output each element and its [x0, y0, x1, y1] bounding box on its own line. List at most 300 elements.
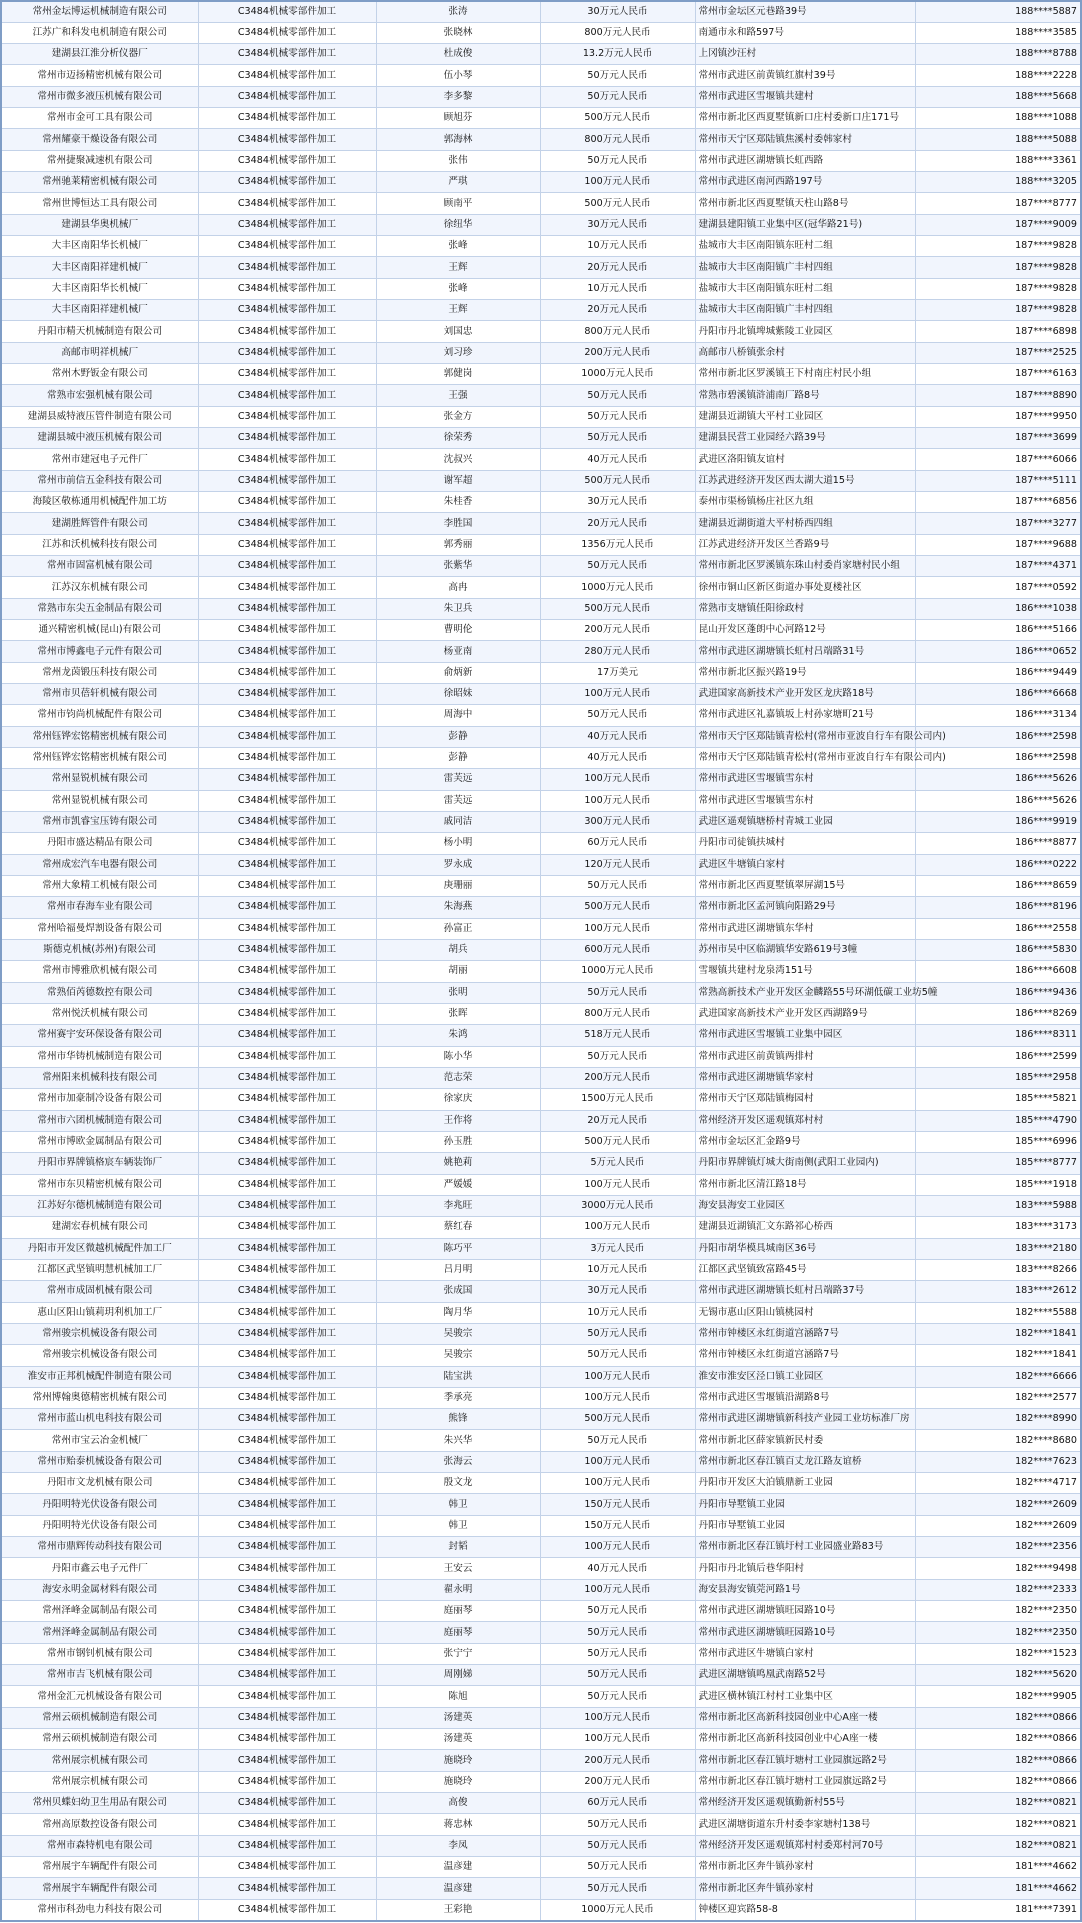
phone-cell: 182****2577 — [915, 1387, 1081, 1408]
contact-cell: 周刚娣 — [376, 1665, 540, 1686]
table-row — [1, 577, 1081, 598]
company-name-cell: 常州世博恒达工具有限公司 — [1, 193, 198, 214]
capital-cell: 30万元人民币 — [540, 214, 695, 235]
company-name-cell: 常州市六团机械制造有限公司 — [1, 1110, 198, 1131]
phone-cell: 187****9828 — [915, 257, 1081, 278]
phone-cell: 188****1088 — [915, 108, 1081, 129]
phone-cell: 187****5111 — [915, 470, 1081, 491]
contact-cell: 张伟 — [376, 150, 540, 171]
contact-cell: 王强 — [376, 385, 540, 406]
industry-cell: C3484机械零部件加工 — [198, 1707, 376, 1728]
address-cell: 常州市新北区春江镇圩村工业园盛业路83号 — [695, 1537, 915, 1558]
industry-cell: C3484机械零部件加工 — [198, 726, 376, 747]
address-cell: 常州经济开发区遥观镇郑村村 — [695, 1110, 915, 1131]
contact-cell: 伍小琴 — [376, 65, 540, 86]
industry-cell: C3484机械零部件加工 — [198, 1451, 376, 1472]
company-name-cell: 常州成宏汽车电器有限公司 — [1, 854, 198, 875]
address-cell: 丹阳市司徒镇扶城村 — [695, 833, 915, 854]
phone-cell: 186****8311 — [915, 1025, 1081, 1046]
capital-cell: 100万元人民币 — [540, 1387, 695, 1408]
company-name-cell: 常州木野钣金有限公司 — [1, 364, 198, 385]
contact-cell: 熊锋 — [376, 1409, 540, 1430]
contact-cell: 彭静 — [376, 726, 540, 747]
capital-cell: 200万元人民币 — [540, 1750, 695, 1771]
phone-cell: 186****5626 — [915, 769, 1081, 790]
table-row — [1, 1302, 1081, 1323]
phone-cell: 183****2612 — [915, 1281, 1081, 1302]
contact-cell: 沈叔兴 — [376, 449, 540, 470]
company-name-cell: 常州金坛博运机械制造有限公司 — [1, 1, 198, 22]
capital-cell: 50万元人民币 — [540, 385, 695, 406]
industry-cell: C3484机械零部件加工 — [198, 257, 376, 278]
contact-cell: 姚艳莉 — [376, 1153, 540, 1174]
table-row — [1, 172, 1081, 193]
industry-cell: C3484机械零部件加工 — [198, 1, 376, 22]
industry-cell: C3484机械零部件加工 — [198, 1003, 376, 1024]
phone-cell: 186****5166 — [915, 620, 1081, 641]
phone-cell: 182****2609 — [915, 1515, 1081, 1536]
table-row — [1, 747, 1081, 768]
company-name-cell: 常州耀豪干燥设备有限公司 — [1, 129, 198, 150]
table-row — [1, 684, 1081, 705]
industry-cell: C3484机械零部件加工 — [198, 1558, 376, 1579]
contact-cell: 施晓玲 — [376, 1750, 540, 1771]
phone-cell: 183****8266 — [915, 1259, 1081, 1280]
table-row — [1, 641, 1081, 662]
table-row — [1, 1878, 1081, 1899]
table-row — [1, 897, 1081, 918]
company-name-cell: 常州展宇车辆配件有限公司 — [1, 1857, 198, 1878]
phone-cell: 187****4371 — [915, 556, 1081, 577]
phone-cell: 188****2228 — [915, 65, 1081, 86]
phone-cell: 186****9919 — [915, 811, 1081, 832]
address-cell: 南通市永和路597号 — [695, 22, 915, 43]
industry-cell: C3484机械零部件加工 — [198, 1281, 376, 1302]
capital-cell: 17万美元 — [540, 662, 695, 683]
capital-cell: 500万元人民币 — [540, 897, 695, 918]
phone-cell: 186****2598 — [915, 747, 1081, 768]
company-name-cell: 建湖县威特液压管件制造有限公司 — [1, 406, 198, 427]
phone-cell: 182****9905 — [915, 1686, 1081, 1707]
company-name-cell: 常州市微多液压机械有限公司 — [1, 86, 198, 107]
phone-cell: 186****0652 — [915, 641, 1081, 662]
industry-cell: C3484机械零部件加工 — [198, 22, 376, 43]
capital-cell: 500万元人民币 — [540, 598, 695, 619]
phone-cell: 187****3699 — [915, 428, 1081, 449]
address-cell: 常州市武进区湖塘镇旺园路10号 — [695, 1601, 915, 1622]
phone-cell: 186****6668 — [915, 684, 1081, 705]
capital-cell: 100万元人民币 — [540, 1174, 695, 1195]
address-cell: 建湖县近湖街道大平村桥西四组 — [695, 513, 915, 534]
company-name-cell: 常州泽峰金属制品有限公司 — [1, 1622, 198, 1643]
capital-cell: 20万元人民币 — [540, 513, 695, 534]
company-name-cell: 大丰区南阳祥建机械厂 — [1, 300, 198, 321]
table-row — [1, 1537, 1081, 1558]
industry-cell: C3484机械零部件加工 — [198, 172, 376, 193]
address-cell: 常州市新北区春江镇百丈龙江路友谊桥 — [695, 1451, 915, 1472]
company-name-cell: 建湖宏春机械有限公司 — [1, 1217, 198, 1238]
industry-cell: C3484机械零部件加工 — [198, 854, 376, 875]
address-cell: 丹阳市导墅镇工业园 — [695, 1515, 915, 1536]
contact-cell: 刘习珍 — [376, 342, 540, 363]
address-cell: 常州市武进区湖塘镇长虹村吕端路31号 — [695, 641, 915, 662]
capital-cell: 500万元人民币 — [540, 108, 695, 129]
company-name-cell: 淮安市正邦机械配件制造有限公司 — [1, 1366, 198, 1387]
phone-cell: 186****6608 — [915, 961, 1081, 982]
table-row — [1, 939, 1081, 960]
capital-cell: 100万元人民币 — [540, 1537, 695, 1558]
company-name-cell: 常州市前信五金科技有限公司 — [1, 470, 198, 491]
company-name-cell: 常州市博欧金属制品有限公司 — [1, 1131, 198, 1152]
phone-cell: 187****9688 — [915, 534, 1081, 555]
contact-cell: 封韬 — [376, 1537, 540, 1558]
industry-cell: C3484机械零部件加工 — [198, 385, 376, 406]
capital-cell: 10万元人民币 — [540, 278, 695, 299]
table-row — [1, 364, 1081, 385]
contact-cell: 王彩艳 — [376, 1899, 540, 1920]
contact-cell: 张明 — [376, 982, 540, 1003]
table-row — [1, 769, 1081, 790]
contact-cell: 郭秀丽 — [376, 534, 540, 555]
capital-cell: 50万元人民币 — [540, 1323, 695, 1344]
phone-cell: 187****2525 — [915, 342, 1081, 363]
phone-cell: 182****0866 — [915, 1771, 1081, 1792]
table-row — [1, 1409, 1081, 1430]
phone-cell: 187****0592 — [915, 577, 1081, 598]
table-row — [1, 1558, 1081, 1579]
industry-cell: C3484机械零部件加工 — [198, 1067, 376, 1088]
capital-cell: 500万元人民币 — [540, 193, 695, 214]
capital-cell: 800万元人民币 — [540, 129, 695, 150]
industry-cell: C3484机械零部件加工 — [198, 236, 376, 257]
capital-cell: 1000万元人民币 — [540, 1899, 695, 1920]
contact-cell: 胡丽 — [376, 961, 540, 982]
company-name-cell: 常州高原数控设备有限公司 — [1, 1814, 198, 1835]
contact-cell: 蒋忠林 — [376, 1814, 540, 1835]
company-name-cell: 常州展宇车辆配件有限公司 — [1, 1878, 198, 1899]
capital-cell: 120万元人民币 — [540, 854, 695, 875]
company-name-cell: 常州骏宗机械设备有限公司 — [1, 1345, 198, 1366]
address-cell: 雪堰镇共建村龙泉湾151号 — [695, 961, 915, 982]
capital-cell: 800万元人民币 — [540, 1003, 695, 1024]
table-row — [1, 86, 1081, 107]
industry-cell: C3484机械零部件加工 — [198, 534, 376, 555]
company-name-cell: 常州市钢钊机械有限公司 — [1, 1643, 198, 1664]
phone-cell: 188****3361 — [915, 150, 1081, 171]
phone-cell: 188****5668 — [915, 86, 1081, 107]
address-cell: 常州市武进区湖塘镇长虹村吕端路37号 — [695, 1281, 915, 1302]
address-cell: 常州市新北区罗溪镇王下村南庄村民小组 — [695, 364, 915, 385]
contact-cell: 翟永明 — [376, 1579, 540, 1600]
capital-cell: 800万元人民币 — [540, 321, 695, 342]
address-cell: 常州市武进区雪堰镇共建村 — [695, 86, 915, 107]
phone-cell: 186****9449 — [915, 662, 1081, 683]
industry-cell: C3484机械零部件加工 — [198, 961, 376, 982]
contact-cell: 李凤 — [376, 1835, 540, 1856]
industry-cell: C3484机械零部件加工 — [198, 1729, 376, 1750]
phone-cell: 185****1918 — [915, 1174, 1081, 1195]
address-cell: 丹阳市胡华模具城南区36号 — [695, 1238, 915, 1259]
industry-cell: C3484机械零部件加工 — [198, 86, 376, 107]
company-name-cell: 常州博翰奥德精密机械有限公司 — [1, 1387, 198, 1408]
address-cell: 淮安市淮安区泾口镇工业园区 — [695, 1366, 915, 1387]
address-cell: 常州市天宁区郑陆镇青松村(常州市亚波自行车有限公司内) — [695, 747, 915, 768]
company-name-cell: 常州市加豪制冷设备有限公司 — [1, 1089, 198, 1110]
phone-cell: 187****8890 — [915, 385, 1081, 406]
contact-cell: 庭丽琴 — [376, 1601, 540, 1622]
phone-cell: 187****3277 — [915, 513, 1081, 534]
address-cell: 武进区遥观镇塘桥村青城工业园 — [695, 811, 915, 832]
industry-cell: C3484机械零部件加工 — [198, 1473, 376, 1494]
phone-cell: 182****2333 — [915, 1579, 1081, 1600]
phone-cell: 182****2356 — [915, 1537, 1081, 1558]
industry-cell: C3484机械零部件加工 — [198, 1387, 376, 1408]
address-cell: 常州市新北区孟河镇向阳路29号 — [695, 897, 915, 918]
phone-cell: 182****6666 — [915, 1366, 1081, 1387]
contact-cell: 孙富正 — [376, 918, 540, 939]
table-row — [1, 321, 1081, 342]
phone-cell: 187****6163 — [915, 364, 1081, 385]
company-name-cell: 常州大象精工机械有限公司 — [1, 875, 198, 896]
capital-cell: 100万元人民币 — [540, 1707, 695, 1728]
address-cell: 盐城市大丰区南阳镇东旺村二组 — [695, 278, 915, 299]
contact-cell: 王辉 — [376, 300, 540, 321]
address-cell: 常州市武进区前黄镇红旗村39号 — [695, 65, 915, 86]
table-row — [1, 65, 1081, 86]
industry-cell: C3484机械零部件加工 — [198, 428, 376, 449]
company-name-cell: 惠山区阳山镇莉玥利机加工厂 — [1, 1302, 198, 1323]
industry-cell: C3484机械零部件加工 — [198, 406, 376, 427]
capital-cell: 60万元人民币 — [540, 1793, 695, 1814]
address-cell: 常州经济开发区遥观镇郑村村委郑村河70号 — [695, 1835, 915, 1856]
company-name-cell: 常州金汇元机械设备有限公司 — [1, 1686, 198, 1707]
company-name-cell: 常州市宝云冶金机械厂 — [1, 1430, 198, 1451]
capital-cell: 30万元人民币 — [540, 1, 695, 22]
phone-cell: 182****7623 — [915, 1451, 1081, 1472]
company-name-cell: 江苏和沃机械科技有限公司 — [1, 534, 198, 555]
industry-cell: C3484机械零部件加工 — [198, 470, 376, 491]
capital-cell: 10万元人民币 — [540, 1259, 695, 1280]
contact-cell: 朱卫兵 — [376, 598, 540, 619]
phone-cell: 183****3173 — [915, 1217, 1081, 1238]
industry-cell: C3484机械零部件加工 — [198, 364, 376, 385]
address-cell: 武进国家高新技术产业开发区龙庆路18号 — [695, 684, 915, 705]
phone-cell: 182****0866 — [915, 1707, 1081, 1728]
contact-cell: 刘国忠 — [376, 321, 540, 342]
table-row — [1, 108, 1081, 129]
table-row — [1, 1750, 1081, 1771]
address-cell: 常州市新北区高新科技园创业中心A座一楼 — [695, 1707, 915, 1728]
capital-cell: 50万元人民币 — [540, 1430, 695, 1451]
phone-cell: 182****0821 — [915, 1814, 1081, 1835]
table-row — [1, 1067, 1081, 1088]
table-row — [1, 150, 1081, 171]
table-row — [1, 726, 1081, 747]
capital-cell: 3000万元人民币 — [540, 1195, 695, 1216]
table-row — [1, 1430, 1081, 1451]
table-row — [1, 811, 1081, 832]
contact-cell: 杨亚南 — [376, 641, 540, 662]
table-row — [1, 406, 1081, 427]
table-row — [1, 1793, 1081, 1814]
table-row — [1, 1515, 1081, 1536]
capital-cell: 50万元人民币 — [540, 1857, 695, 1878]
phone-cell: 186****2598 — [915, 726, 1081, 747]
industry-cell: C3484机械零部件加工 — [198, 1025, 376, 1046]
contact-cell: 庭丽琴 — [376, 1622, 540, 1643]
table-row — [1, 385, 1081, 406]
capital-cell: 50万元人民币 — [540, 406, 695, 427]
contact-cell: 张峰 — [376, 278, 540, 299]
industry-cell: C3484机械零部件加工 — [198, 598, 376, 619]
contact-cell: 罗永成 — [376, 854, 540, 875]
industry-cell: C3484机械零部件加工 — [198, 1857, 376, 1878]
capital-cell: 50万元人民币 — [540, 1665, 695, 1686]
address-cell: 徐州市铜山区新区街道办事处夏楼社区 — [695, 577, 915, 598]
contact-cell: 季承亮 — [376, 1387, 540, 1408]
contact-cell: 徐家庆 — [376, 1089, 540, 1110]
company-name-cell: 海安永明金属材料有限公司 — [1, 1579, 198, 1600]
capital-cell: 40万元人民币 — [540, 1558, 695, 1579]
contact-cell: 张金方 — [376, 406, 540, 427]
contact-cell: 杜成俊 — [376, 44, 540, 65]
capital-cell: 20万元人民币 — [540, 300, 695, 321]
company-name-cell: 丹阳市鑫云电子元件厂 — [1, 1558, 198, 1579]
contact-cell: 张峰 — [376, 236, 540, 257]
industry-cell: C3484机械零部件加工 — [198, 492, 376, 513]
company-name-cell: 常州云硕机械制造有限公司 — [1, 1707, 198, 1728]
phone-cell: 182****5588 — [915, 1302, 1081, 1323]
address-cell: 常州市武进区雪堰镇雪东村 — [695, 769, 915, 790]
company-name-cell: 常州驰莱精密机械有限公司 — [1, 172, 198, 193]
capital-cell: 100万元人民币 — [540, 172, 695, 193]
industry-cell: C3484机械零部件加工 — [198, 278, 376, 299]
contact-cell: 孙玉胜 — [376, 1131, 540, 1152]
table-row — [1, 129, 1081, 150]
contact-cell: 朱兴华 — [376, 1430, 540, 1451]
industry-cell: C3484机械零部件加工 — [198, 556, 376, 577]
table-row — [1, 1899, 1081, 1920]
industry-cell: C3484机械零部件加工 — [198, 1515, 376, 1536]
phone-cell: 186****5830 — [915, 939, 1081, 960]
industry-cell: C3484机械零部件加工 — [198, 1217, 376, 1238]
address-cell: 常州市武进区前黄镇两排村 — [695, 1046, 915, 1067]
phone-cell: 187****8777 — [915, 193, 1081, 214]
table-row — [1, 1046, 1081, 1067]
contact-cell: 高俊 — [376, 1793, 540, 1814]
contact-cell: 戚同洁 — [376, 811, 540, 832]
phone-cell: 182****2609 — [915, 1494, 1081, 1515]
capital-cell: 100万元人民币 — [540, 1217, 695, 1238]
capital-cell: 50万元人民币 — [540, 150, 695, 171]
capital-cell: 100万元人民币 — [540, 684, 695, 705]
phone-cell: 187****9950 — [915, 406, 1081, 427]
phone-cell: 186****8659 — [915, 875, 1081, 896]
capital-cell: 50万元人民币 — [540, 86, 695, 107]
address-cell: 常州市武进区湖塘镇新科技产业园工业坊标准厂房 — [695, 1409, 915, 1430]
phone-cell: 186****8269 — [915, 1003, 1081, 1024]
address-cell: 武进区湖塘街道东升村委李家塘村138号 — [695, 1814, 915, 1835]
industry-cell: C3484机械零部件加工 — [198, 577, 376, 598]
capital-cell: 1000万元人民币 — [540, 364, 695, 385]
address-cell: 泰州市渠杨镇杨庄社区九组 — [695, 492, 915, 513]
table-row — [1, 620, 1081, 641]
address-cell: 昆山开发区蓬朗中心河路12号 — [695, 620, 915, 641]
contact-cell: 施晓玲 — [376, 1771, 540, 1792]
address-cell: 常州市新北区罗溪镇东珠山村委肖家塘村民小组 — [695, 556, 915, 577]
contact-cell: 吴骏宗 — [376, 1323, 540, 1344]
industry-cell: C3484机械零部件加工 — [198, 193, 376, 214]
phone-cell: 183****2180 — [915, 1238, 1081, 1259]
company-name-cell: 常州市建冠电子元件厂 — [1, 449, 198, 470]
address-cell: 常州市金坛区汇金路9号 — [695, 1131, 915, 1152]
capital-cell: 60万元人民币 — [540, 833, 695, 854]
company-name-cell: 常州悦沃机械有限公司 — [1, 1003, 198, 1024]
address-cell: 常州市武进区牛塘镇白家村 — [695, 1643, 915, 1664]
contact-cell: 周海中 — [376, 705, 540, 726]
phone-cell: 186****5626 — [915, 790, 1081, 811]
capital-cell: 800万元人民币 — [540, 22, 695, 43]
contact-cell: 严琪 — [376, 172, 540, 193]
industry-cell: C3484机械零部件加工 — [198, 1110, 376, 1131]
address-cell: 江苏武进经济开发区兰香路9号 — [695, 534, 915, 555]
capital-cell: 50万元人民币 — [540, 1814, 695, 1835]
capital-cell: 100万元人民币 — [540, 918, 695, 939]
contact-cell: 雷芙远 — [376, 769, 540, 790]
table-row — [1, 1707, 1081, 1728]
table-row — [1, 513, 1081, 534]
contact-cell: 汤建英 — [376, 1729, 540, 1750]
company-name-cell: 建湖胜辉管件有限公司 — [1, 513, 198, 534]
capital-cell: 1000万元人民币 — [540, 577, 695, 598]
phone-cell: 187****9828 — [915, 236, 1081, 257]
table-row — [1, 833, 1081, 854]
phone-cell: 185****2958 — [915, 1067, 1081, 1088]
table-row — [1, 982, 1081, 1003]
contact-cell: 徐昭妹 — [376, 684, 540, 705]
address-cell: 常州市武进区雪堰镇工业集中园区 — [695, 1025, 915, 1046]
table-row — [1, 1323, 1081, 1344]
address-cell: 常熟高新技术产业开发区金麟路55号环湖低碳工业坊5幢 — [695, 982, 915, 1003]
phone-cell: 182****0821 — [915, 1793, 1081, 1814]
company-name-cell: 常州展宗机械有限公司 — [1, 1771, 198, 1792]
company-name-cell: 建湖县华奥机械厂 — [1, 214, 198, 235]
industry-cell: C3484机械零部件加工 — [198, 108, 376, 129]
address-cell: 常州市新北区春江镇圩塘村工业园旗远路2号 — [695, 1771, 915, 1792]
address-cell: 盐城市大丰区南阳镇广丰村四组 — [695, 300, 915, 321]
table-row — [1, 1665, 1081, 1686]
capital-cell: 500万元人民币 — [540, 1409, 695, 1430]
address-cell: 常州市武进区湖塘镇东华村 — [695, 918, 915, 939]
table-row — [1, 1622, 1081, 1643]
industry-cell: C3484机械零部件加工 — [198, 1238, 376, 1259]
phone-cell: 182****5620 — [915, 1665, 1081, 1686]
address-cell: 常州市武进区礼嘉镇坂上村孙家塘町21号 — [695, 705, 915, 726]
capital-cell: 5万元人民币 — [540, 1153, 695, 1174]
company-name-cell: 常州捷聚减速机有限公司 — [1, 150, 198, 171]
phone-cell: 187****6856 — [915, 492, 1081, 513]
table-row — [1, 961, 1081, 982]
industry-cell: C3484机械零部件加工 — [198, 918, 376, 939]
phone-cell: 186****0222 — [915, 854, 1081, 875]
address-cell: 丹阳市丹北镇埤城紫陵工业园区 — [695, 321, 915, 342]
capital-cell: 3万元人民币 — [540, 1238, 695, 1259]
phone-cell: 182****2350 — [915, 1622, 1081, 1643]
contact-cell: 雷芙远 — [376, 790, 540, 811]
industry-cell: C3484机械零部件加工 — [198, 449, 376, 470]
industry-cell: C3484机械零部件加工 — [198, 300, 376, 321]
contact-cell: 顾旭芬 — [376, 108, 540, 129]
